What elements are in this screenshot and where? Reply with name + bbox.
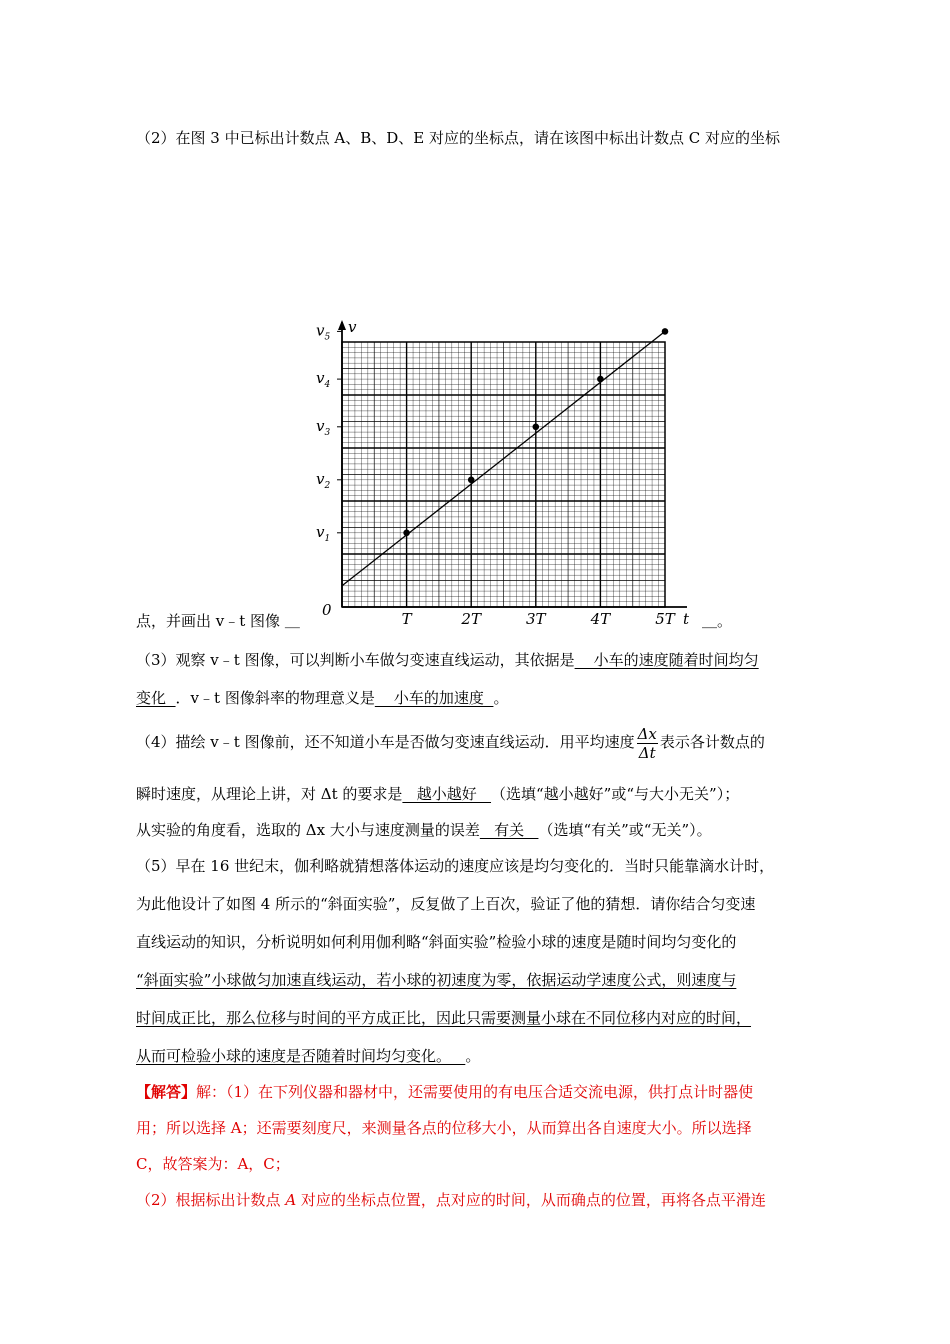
q5-a3-end: 。: [465, 1047, 481, 1065]
q3-line1: [136, 650, 759, 670]
q5-a1: “斜面实验”小球做匀加速直线运动，若小球的初速度为零，依据运动学速度公式，则速度与: [136, 971, 737, 989]
x-axis-label: t: [683, 610, 690, 628]
x-tick-label: T: [401, 610, 412, 628]
q5-a3: 从而可检验小球的速度是否随着时间均匀变化。: [136, 1047, 466, 1065]
answer-l4-a: A: [285, 1191, 297, 1209]
answer-line2: [136, 1118, 752, 1138]
q2-text1: （2）在图 3 中已标出计数点 A、B、D、E 对应的坐标点，请在该图中标出计数点 C 对应的坐标: [136, 129, 781, 147]
data-point: [533, 424, 540, 431]
answer-line1: [136, 1082, 753, 1102]
y-tick-subscript: 4: [324, 380, 331, 391]
q2-line1: [136, 128, 780, 148]
q5-l2: 为此他设计了如图 4 所示的“斜面实验”，反复做了上百次，验证了他的猜想．请你结合匀变速: [136, 895, 756, 913]
y-tick-subscript: 5: [324, 332, 331, 343]
q5-l1: （5）早在 16 世纪末，伽利略就猜想落体运动的速度应该是均匀变化的．当时只能靠滴水计时，: [136, 857, 775, 875]
x-tick-label: 4T: [590, 610, 611, 628]
q3-l2-answer: 变化: [136, 689, 176, 707]
x-tick-label: 2T: [461, 610, 481, 628]
q3-l1-answer: 小车的速度随着时间均匀: [574, 651, 759, 669]
chart-y-ticks: [316, 321, 342, 543]
q4-l3-pre: 从实验的角度看，选取的 Δx 大小与速度测量的误差: [136, 821, 480, 839]
q3-line2: [136, 688, 508, 708]
q3-l2-end: 。: [493, 689, 509, 707]
q4-line1: [136, 724, 765, 764]
q2-blank-a: ＿: [284, 612, 300, 630]
answer-l4-post: 对应的坐标点位置，点对应的时间，从而确点的位置，再将各点平滑连: [296, 1191, 766, 1209]
q2-blank-b: ＿。: [702, 612, 733, 630]
q2-text2: 点，并画出 v﹣t 图像: [136, 612, 281, 630]
q4-line2: [136, 784, 739, 804]
y-tick-label: $v_3$: [316, 416, 331, 438]
q3-l2-mid: ．v﹣t 图像斜率的物理意义是: [175, 689, 375, 707]
q5-line2: [136, 894, 755, 914]
y-tick-subscript: 1: [324, 533, 331, 544]
q4-l2-post: （选填“越小越好”或“与大小无关”）；: [491, 785, 740, 803]
y-tick-label: $v_1$: [316, 522, 331, 544]
y-tick-label: $v_5$: [316, 321, 331, 343]
answer-l4-pre: （2）根据标出计数点: [136, 1191, 286, 1209]
q4-l3-answer: 有关: [479, 821, 539, 839]
chart-x-ticks: [402, 610, 676, 628]
data-point: [662, 328, 669, 335]
frac-numerator: Δx: [637, 724, 657, 743]
q3-l2-answer2: 小车的加速度: [374, 689, 494, 707]
q4-l2-pre: 瞬时速度，从理论上讲，对 Δt 的要求是: [136, 785, 403, 803]
x-tick-label: 5T: [655, 610, 675, 628]
data-point: [597, 376, 604, 383]
origin-label: 0: [322, 601, 332, 619]
q5-answer-line3: [136, 1046, 480, 1066]
q5-answer-line2: [136, 1008, 751, 1028]
frac-denominator: Δt: [638, 743, 656, 762]
q5-answer-line1: [136, 970, 736, 990]
y-axis-arrow: [338, 320, 346, 330]
data-point: [468, 477, 475, 484]
answer-l3: C，故答案为：A，C；: [136, 1155, 290, 1173]
y-tick-subscript: 3: [324, 427, 331, 438]
y-tick-subscript: 2: [324, 480, 331, 491]
answer-line3: [136, 1154, 290, 1174]
q5-line1: [136, 856, 774, 876]
q3-l1-pre: （3）观察 v﹣t 图像，可以判断小车做匀变速直线运动，其依据是: [136, 651, 575, 669]
q4-l3-post: （选填“有关”或“无关”）。: [538, 821, 712, 839]
answer-line4: [136, 1190, 766, 1210]
chart-grid: [342, 342, 665, 607]
answer-tag: 【解答】: [136, 1083, 197, 1101]
q5-a2: 时间成正比，那么位移与时间的平方成正比，因此只需要测量小球在不同位移内对应的时间，: [136, 1009, 752, 1027]
q4-l2-answer: 越小越好: [402, 785, 492, 803]
answer-l1: 解：（1）在下列仪器和器材中，还需要使用的有电压合适交流电源，供打点计时器使: [196, 1083, 754, 1101]
q5-l3: 直线运动的知识，分析说明如何利用伽利略“斜面实验”检验小球的速度是随时间均匀变化的: [136, 933, 737, 951]
y-tick-label: $v_2$: [316, 469, 331, 491]
q5-line3: [136, 932, 736, 952]
y-tick-label: $v_4$: [316, 369, 331, 391]
q4-l1-post: 表示各计数点的: [659, 733, 765, 751]
q4-l1-pre: （4）描绘 v﹣t 图像前，还不知道小车是否做匀变速直线运动．用平均速度: [136, 733, 635, 751]
y-axis-label: v: [348, 318, 357, 336]
data-point: [403, 530, 410, 537]
chart-axes: [322, 318, 690, 628]
answer-l2: 用；所以选择 A；还需要刻度尺，来测量各点的位移大小，从而算出各自速度大小。所以选择: [136, 1119, 752, 1137]
x-tick-label: 3T: [526, 610, 546, 628]
avg-velocity-fraction: [637, 725, 658, 762]
q4-line3: [136, 820, 712, 840]
vt-chart: [300, 310, 700, 635]
